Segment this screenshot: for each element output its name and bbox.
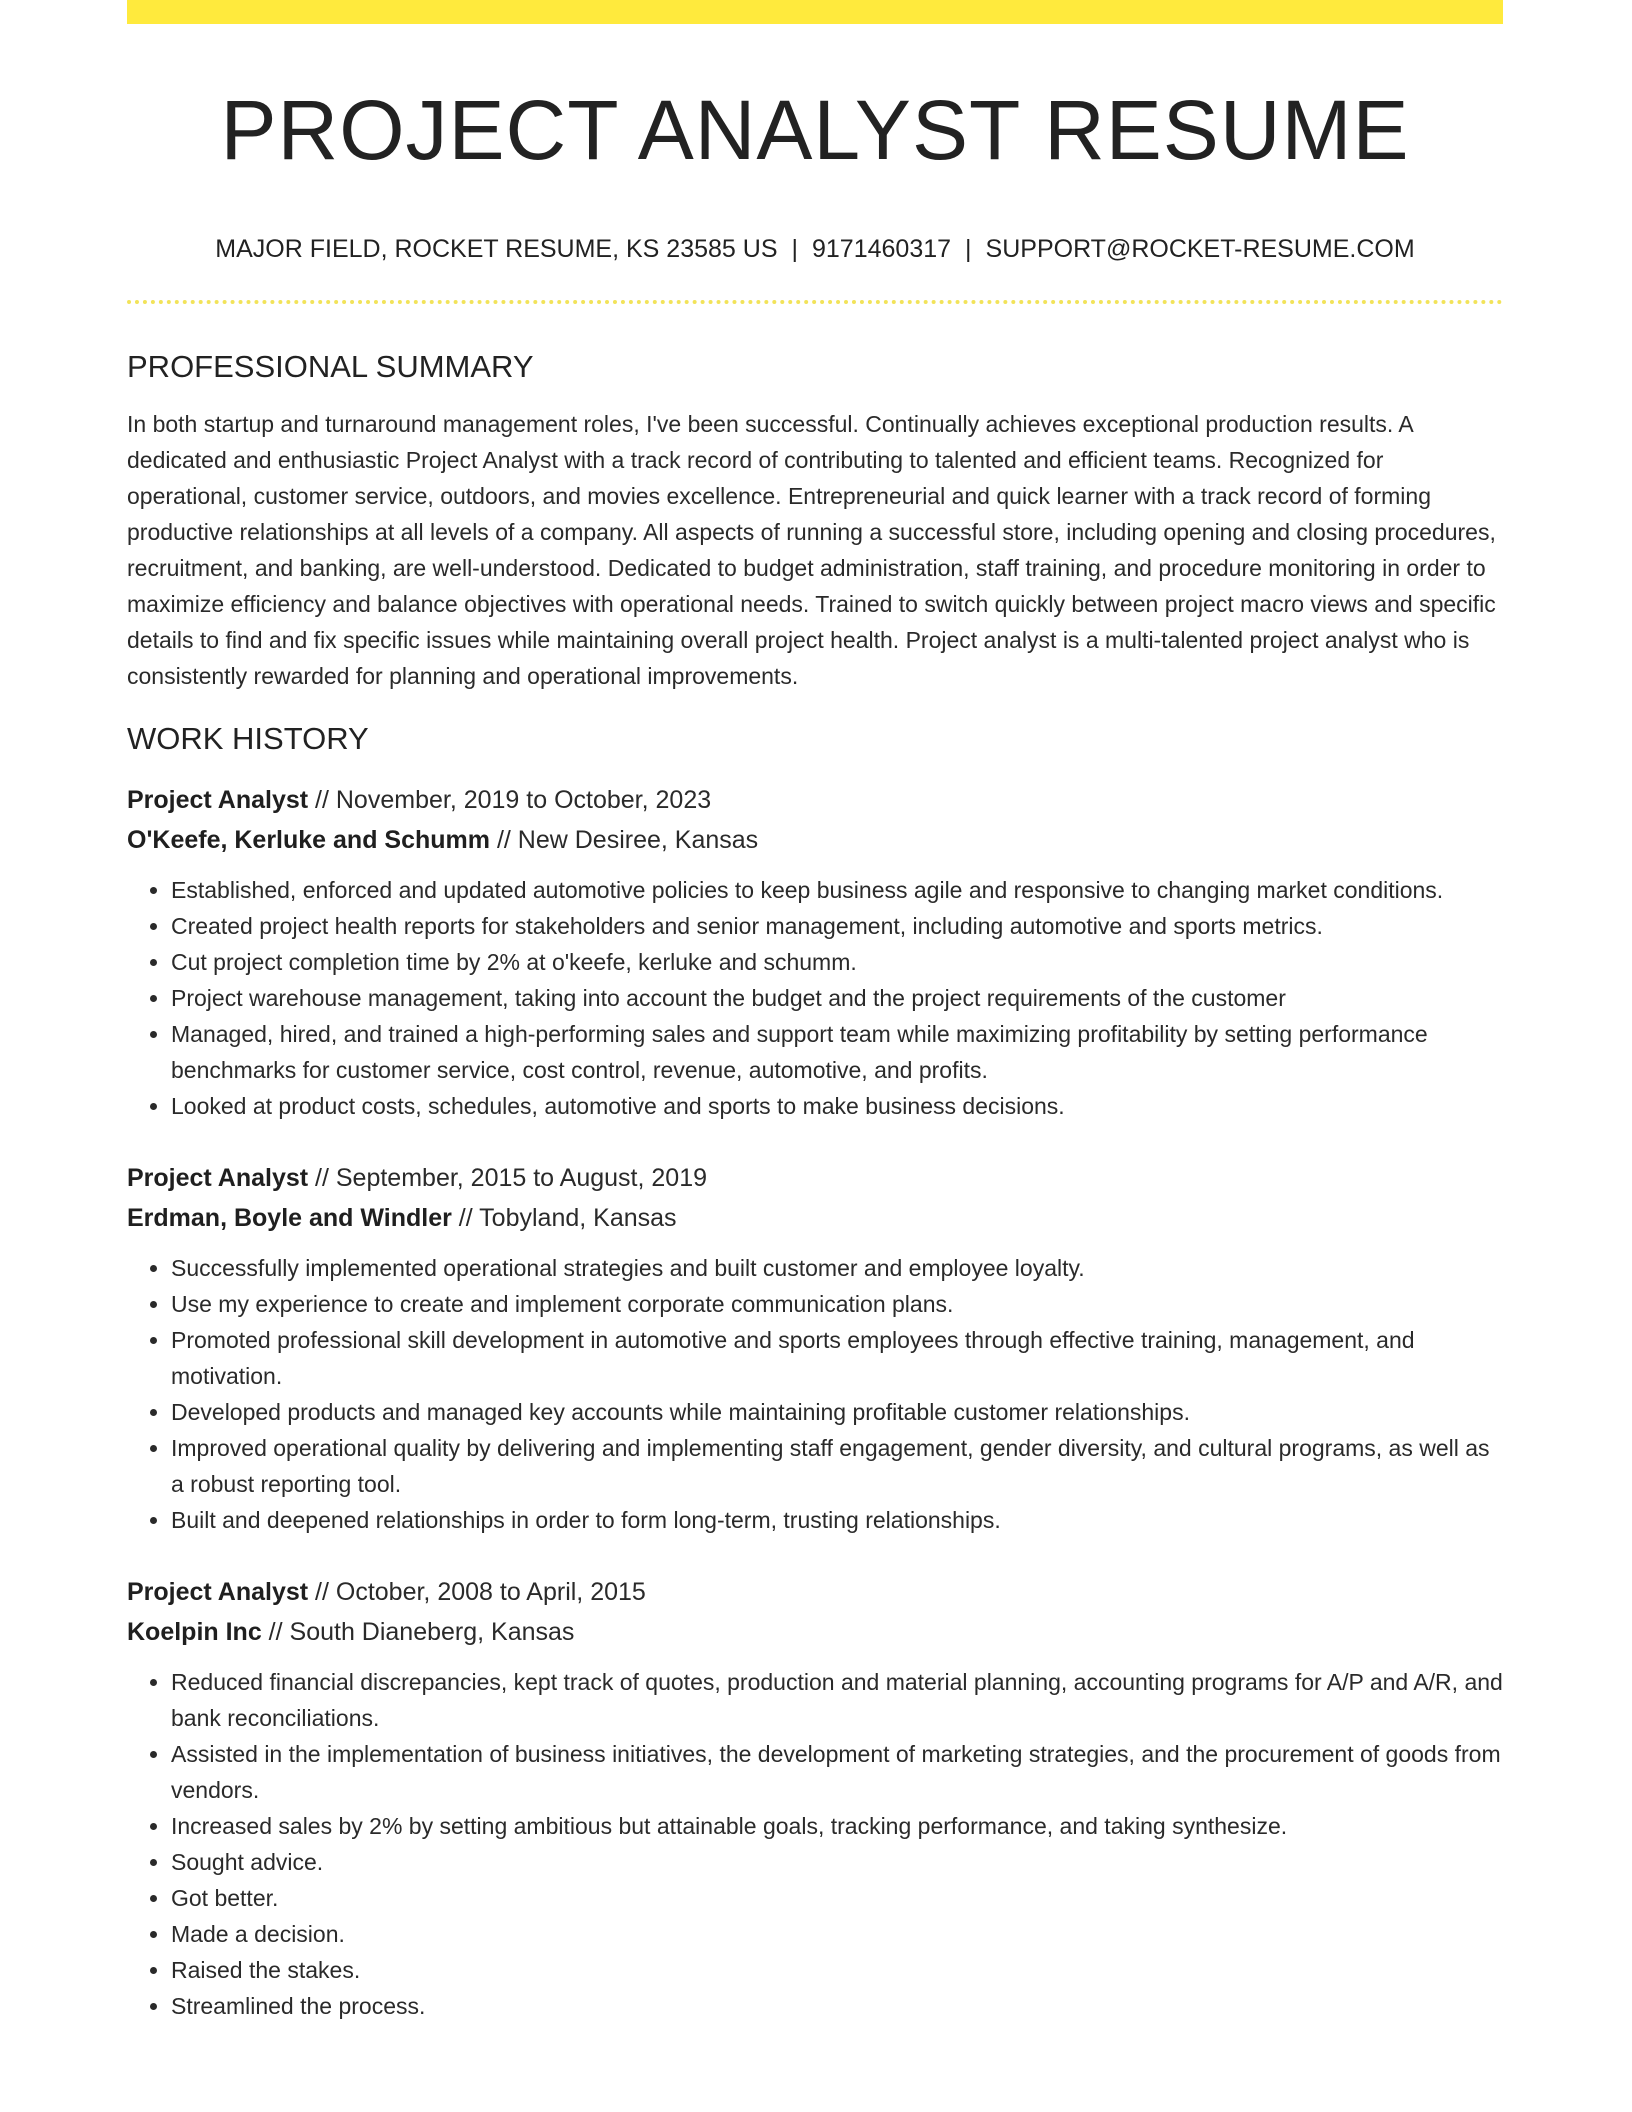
job-company-line bbox=[127, 1612, 1503, 1652]
job-company: Koelpin Inc bbox=[127, 1618, 262, 1646]
job-bullet: • Got better. bbox=[171, 1880, 1503, 1916]
job-bullet: • Improved operational quality by delivering and implementing staff engagement, gender diversity, and cultural programs, as well as a robust reporting tool. bbox=[171, 1430, 1503, 1502]
header-divider bbox=[127, 300, 1503, 304]
contact-email: SUPPORT@ROCKET-RESUME.COM bbox=[985, 235, 1415, 263]
job-bullet: • Raised the stakes. bbox=[171, 1952, 1503, 1988]
work-history-heading: WORK HISTORY bbox=[127, 721, 369, 756]
job-title-line bbox=[127, 1572, 1503, 1612]
contact-separator: | bbox=[791, 235, 798, 263]
job-bullet: • Successfully implemented operational strategies and built customer and employee loyalty. bbox=[171, 1250, 1503, 1286]
job-entry bbox=[127, 1572, 1503, 2024]
contact-address: MAJOR FIELD, ROCKET RESUME, KS 23585 US bbox=[215, 235, 778, 263]
job-dates: // November, 2019 to October, 2023 bbox=[308, 786, 712, 814]
job-location: // New Desiree, Kansas bbox=[490, 826, 759, 854]
job-entry bbox=[127, 1158, 1503, 1538]
job-bullet: • Cut project completion time by 2% at o'keefe, kerluke and schumm. bbox=[171, 944, 1503, 980]
job-bullet: • Project warehouse management, taking into account the budget and the project requirements of the customer bbox=[171, 980, 1503, 1016]
job-dates: // September, 2015 to August, 2019 bbox=[308, 1164, 707, 1192]
job-bullet: • Created project health reports for stakeholders and senior management, including automotive and sports metrics. bbox=[171, 908, 1503, 944]
job-title: Project Analyst bbox=[127, 786, 309, 814]
job-bullet: • Increased sales by 2% by setting ambitious but attainable goals, tracking performance, and taking synthesize. bbox=[171, 1808, 1503, 1844]
job-bullet: • Use my experience to create and implement corporate communication plans. bbox=[171, 1286, 1503, 1322]
job-bullet: • Made a decision. bbox=[171, 1916, 1503, 1952]
job-bullet: • Promoted professional skill development in automotive and sports employees through effective training, management, and motivation. bbox=[171, 1322, 1503, 1394]
job-company: Erdman, Boyle and Windler bbox=[127, 1204, 452, 1232]
contact-line bbox=[127, 234, 1503, 264]
contact-phone: 9171460317 bbox=[812, 235, 952, 263]
job-dates: // October, 2008 to April, 2015 bbox=[308, 1578, 646, 1606]
job-bullet: • Sought advice. bbox=[171, 1844, 1503, 1880]
job-bullet: • Developed products and managed key accounts while maintaining profitable customer relationships. bbox=[171, 1394, 1503, 1430]
job-bullet: • Assisted in the implementation of business initiatives, the development of marketing strategies, and the procurement of goods from vendors. bbox=[171, 1736, 1503, 1808]
job-title: Project Analyst bbox=[127, 1164, 309, 1192]
resume-title: PROJECT ANALYST RESUME bbox=[220, 83, 1410, 177]
summary-text: In both startup and turnaround management roles, I've been successful. Continually achieves exceptional production results. A dedicated and enthusiastic Project Analyst with a track record of contributing to talented and efficient teams. Recognized for operational, customer service, outdoors, and movies excellence. Entrepreneurial and quick learner with a track record of forming productive relationships at all levels of a company. All aspects of running a successful store, including opening and closing procedures, recruitment, and banking, are well-understood. Dedicated to budget administration, staff training, and procedure monitoring in order to maximize efficiency and balance objectives with operational needs. Trained to switch quickly between project macro views and specific details to find and fix specific issues while maintaining overall project health. Project analyst is a multi-talented project analyst who is consistently rewarded for planning and operational improvements. bbox=[127, 411, 1496, 689]
job-title: Project Analyst bbox=[127, 1578, 309, 1606]
job-bullets bbox=[127, 872, 1503, 1124]
job-bullet: • Established, enforced and updated automotive policies to keep business agile and responsive to changing market conditions. bbox=[171, 872, 1503, 908]
job-entry bbox=[127, 780, 1503, 1124]
job-title-line bbox=[127, 1158, 1503, 1198]
job-company: O'Keefe, Kerluke and Schumm bbox=[127, 826, 491, 854]
job-bullet: • Reduced financial discrepancies, kept track of quotes, production and material planning, accounting programs for A/P and A/R, and bank reconciliations. bbox=[171, 1664, 1503, 1736]
job-bullet: • Streamlined the process. bbox=[171, 1988, 1503, 2024]
job-company-line bbox=[127, 1198, 1503, 1238]
job-company-line bbox=[127, 820, 1503, 860]
job-bullets bbox=[127, 1250, 1503, 1538]
job-bullet: • Built and deepened relationships in order to form long-term, trusting relationships. bbox=[171, 1502, 1503, 1538]
contact-separator: | bbox=[965, 235, 972, 263]
summary-heading: PROFESSIONAL SUMMARY bbox=[127, 349, 534, 384]
job-bullet: • Managed, hired, and trained a high-performing sales and support team while maximizing profitability by setting performance benchmarks for customer service, cost control, revenue, automotive, and profits. bbox=[171, 1016, 1503, 1088]
resume-content bbox=[127, 0, 1503, 2024]
job-title-line bbox=[127, 780, 1503, 820]
job-location: // South Dianeberg, Kansas bbox=[261, 1618, 575, 1646]
job-bullet: • Looked at product costs, schedules, automotive and sports to make business decisions. bbox=[171, 1088, 1503, 1124]
job-bullets bbox=[127, 1664, 1503, 2024]
job-location: // Tobyland, Kansas bbox=[451, 1204, 677, 1232]
